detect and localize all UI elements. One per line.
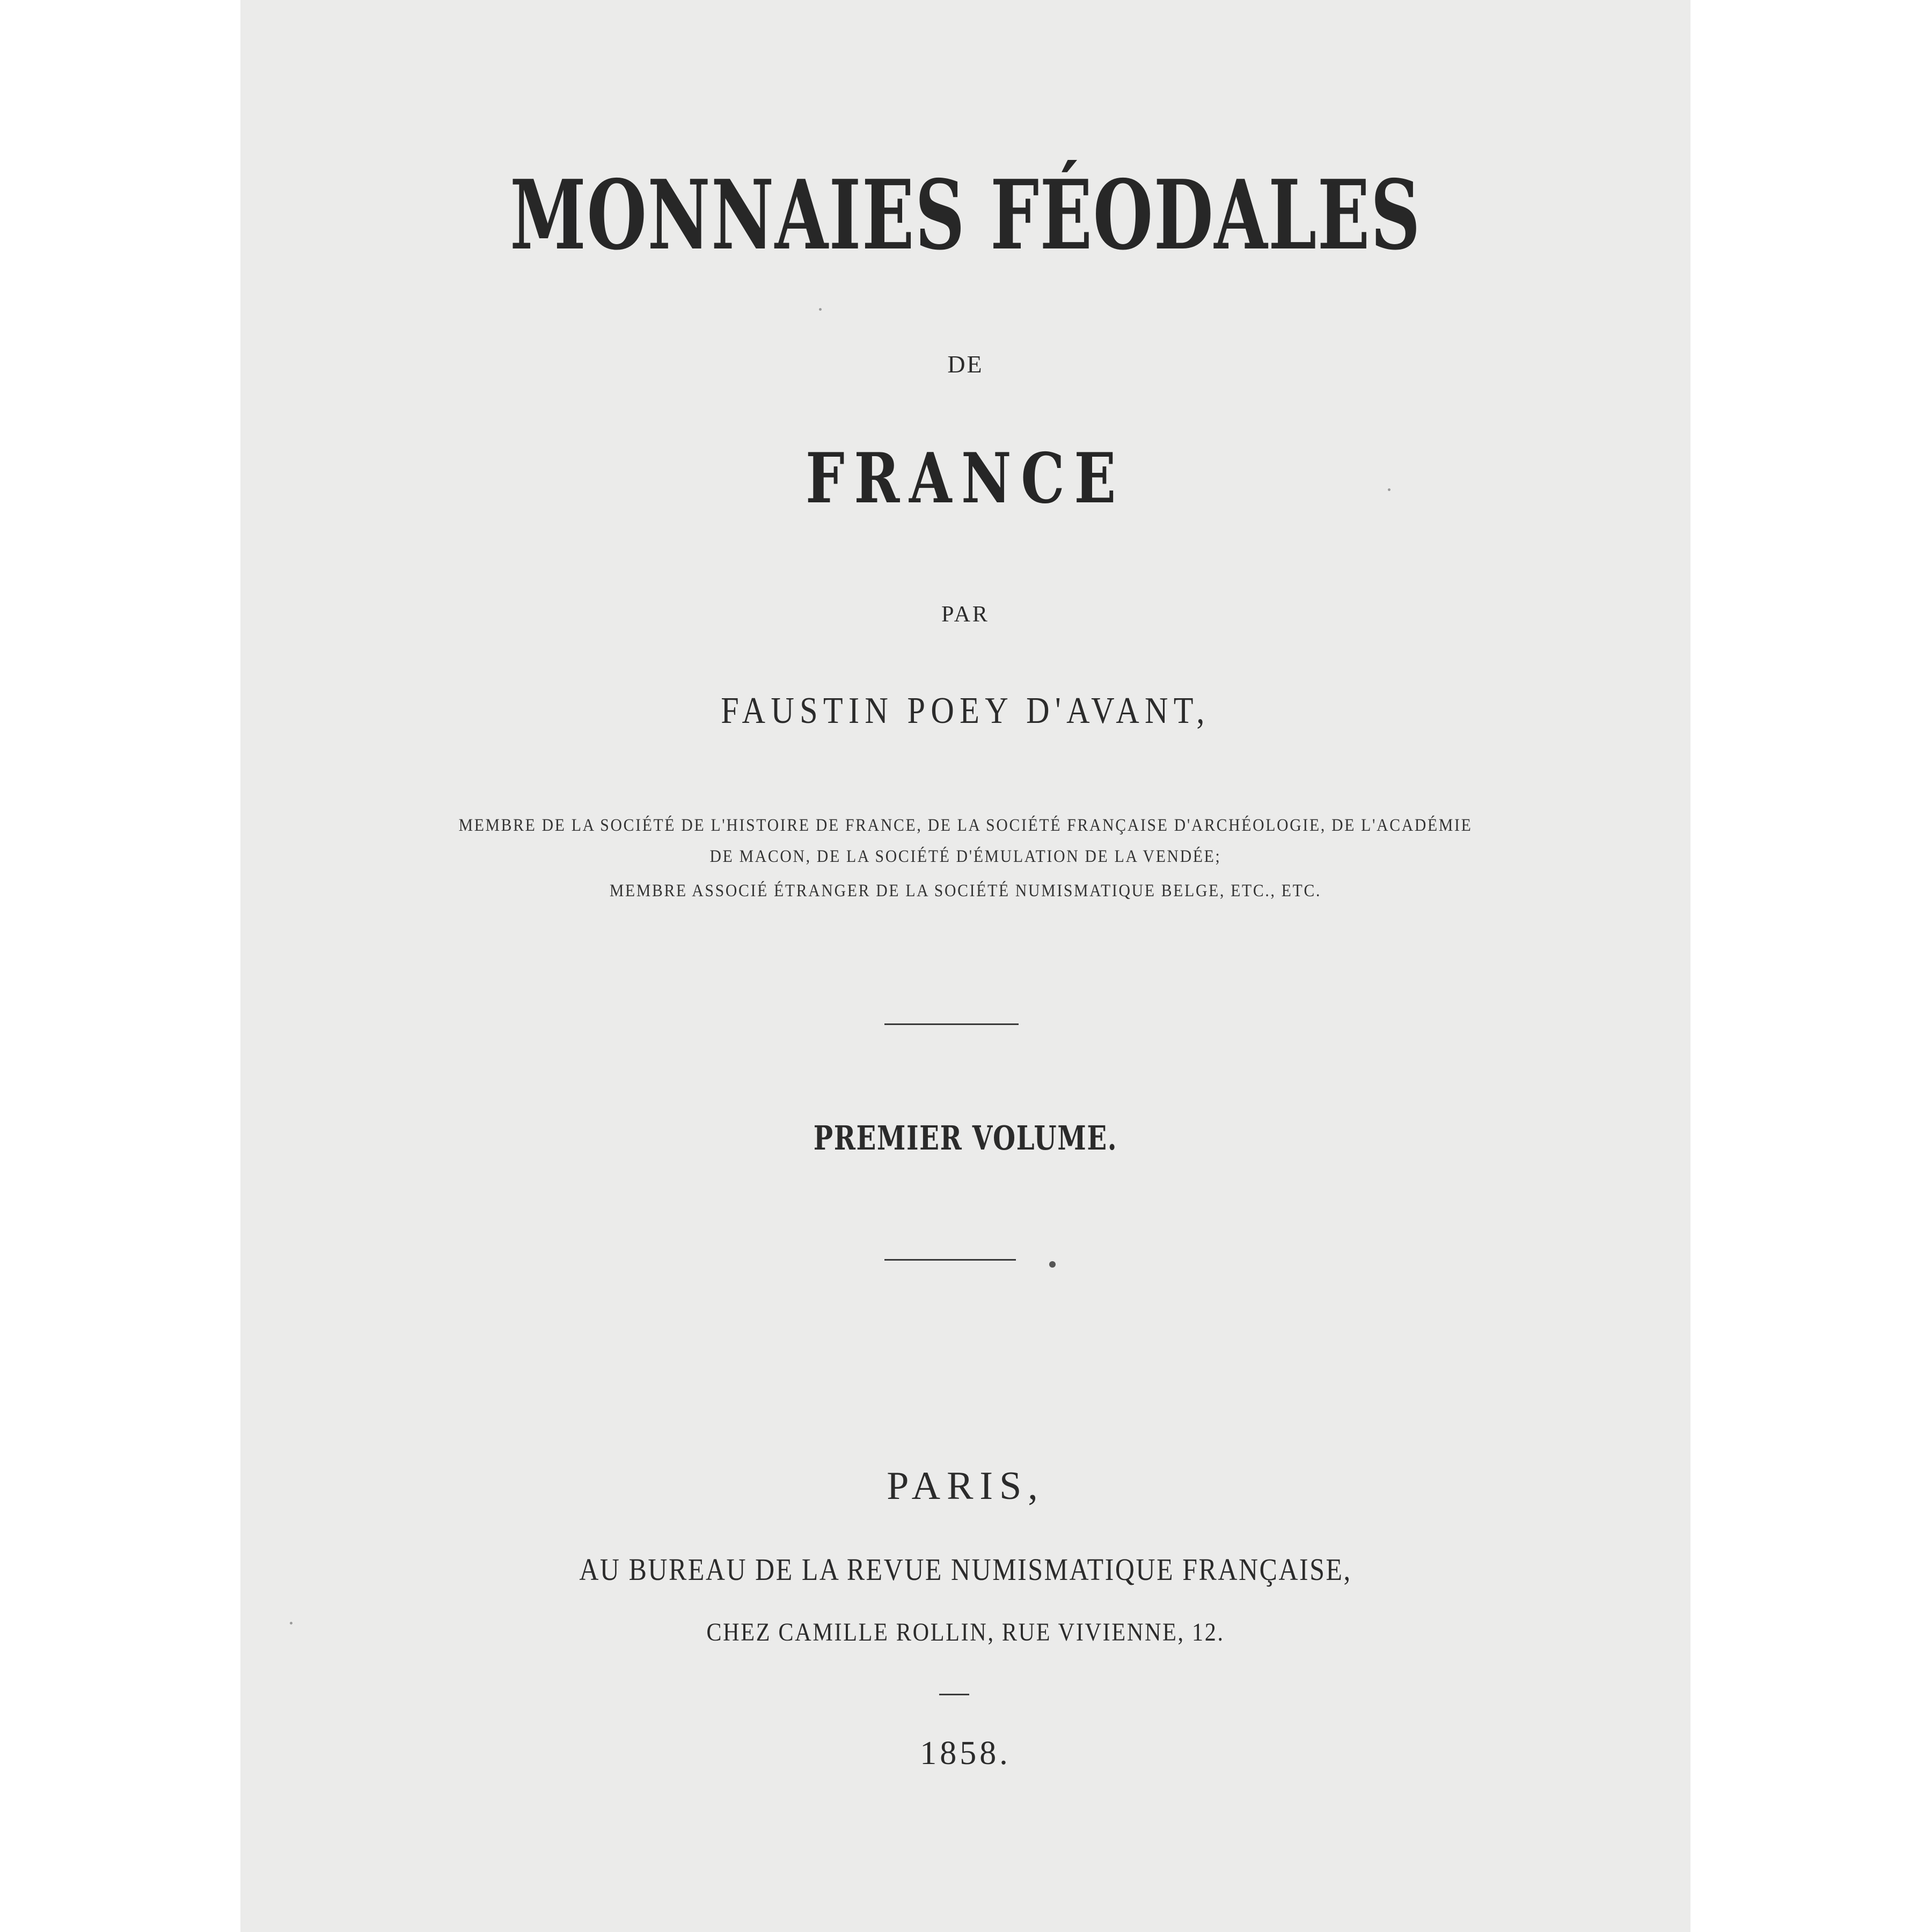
title-connector: DE [947,350,984,378]
book-title: MONNAIES FÉODALES [510,159,1421,271]
author-affiliation-line: DE MACON, DE LA SOCIÉTÉ D'ÉMULATION DE LA VENDÉE; [709,847,1221,866]
author-preposition: PAR [941,602,990,627]
publication-year: 1858. [920,1735,1011,1772]
volume-label: PREMIER VOLUME. [813,1118,1118,1158]
publication-city: PARIS, [887,1464,1044,1508]
paper-speck [819,308,822,311]
book-title-page [240,0,1690,1932]
author-affiliation-line: MEMBRE DE LA SOCIÉTÉ DE L'HISTOIRE DE FRANCE, DE LA SOCIÉTÉ FRANÇAISE D'ARCHÉOLOGIE, DE L'ACADÉMIE [458,816,1473,835]
publisher-address: CHEZ CAMILLE ROLLIN, RUE VIVIENNE, 12. [706,1618,1225,1646]
author-name: FAUSTIN POEY D'AVANT, [721,690,1210,731]
ink-speck [1049,1261,1056,1268]
author-affiliation-line: MEMBRE ASSOCIÉ ÉTRANGER DE LA SOCIÉTÉ NUMISMATIQUE BELGE, ETC., ETC. [609,881,1322,901]
divider-rule [884,1023,1019,1025]
title-country: FRANCE [806,438,1125,519]
divider-rule-short [939,1694,969,1695]
divider-rule [884,1259,1016,1261]
paper-speck [1388,488,1391,491]
paper-speck [290,1622,292,1624]
publisher-line: AU BUREAU DE LA REVUE NUMISMATIQUE FRANÇAISE, [579,1552,1352,1587]
